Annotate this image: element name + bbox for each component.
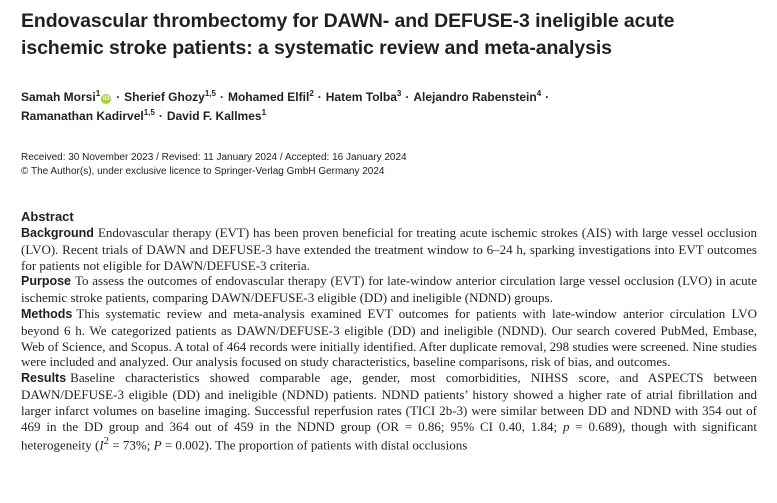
section-text: = 73%; xyxy=(109,437,154,453)
section-text: To assess the outcomes of endovascular therapy (EVT) for late-window anterior circulation large vessel occlusion (LVO) in acute ischemic stroke patients, comparing DAWN/DEFUSE-3 eligible (DD) and ineligible (NDND) groups. xyxy=(21,273,757,306)
author-separator: · xyxy=(545,90,550,104)
author-affiliation: 1,5 xyxy=(204,89,216,98)
author-affiliation: 1 xyxy=(261,108,267,117)
p-symbol: p xyxy=(562,418,570,434)
abstract-body xyxy=(21,225,757,453)
author-separator: · xyxy=(317,90,322,104)
author-name[interactable]: Sherief Ghozy xyxy=(124,90,205,104)
author-name[interactable]: Mohamed Elfil xyxy=(227,90,310,104)
superscript: 2 xyxy=(103,435,110,448)
abstract-methods xyxy=(21,306,757,370)
section-text: Baseline characteristics showed comparable age, gender, most comorbidities, NIHSS score, and ASPECTS between DAWN/DEFUSE-3 eligible (DD) and ineligible (NDND) patients. NDND patients’ history showed a higher rate of atrial fibrillation and larger infarct volumes on baseline imaging. Successful reperfusion rates (TICI 2b-3) were similar between DD and NDND with 354 out of 469 in the DD group and 364 out of 459 in the NDND group (OR = 0.86; 95% CI 0.40, 1.84; xyxy=(21,370,757,434)
publication-dates: Received: 30 November 2023 / Revised: 11 January 2024 / Accepted: 16 January 2024 xyxy=(21,152,407,163)
section-text: = 0.002). The proportion of patients with distal occlusions xyxy=(161,437,468,453)
section-label: Purpose xyxy=(21,274,72,289)
author-name[interactable]: Alejandro Rabenstein xyxy=(413,90,537,104)
i-squared-symbol: I xyxy=(99,437,104,453)
author-separator: · xyxy=(158,109,163,123)
abstract-heading: Abstract xyxy=(21,209,74,224)
p-symbol: P xyxy=(153,437,162,453)
publication-info xyxy=(21,151,761,179)
author-affiliation: 1 xyxy=(95,89,101,98)
section-label: Methods xyxy=(21,306,73,321)
abstract-background xyxy=(21,225,757,273)
article-title: Endovascular thrombectomy for DAWN- and DEFUSE-3 ineligible acute ischemic stroke patients: a systematic review and meta-analysis xyxy=(21,10,675,59)
author-name[interactable]: Samah Morsi xyxy=(21,90,96,104)
section-label: Results xyxy=(21,371,67,386)
author-list xyxy=(21,88,761,126)
author-name[interactable]: Ramanathan Kadirvel xyxy=(21,109,144,123)
author-name[interactable]: David F. Kallmes xyxy=(166,109,262,123)
author-separator: · xyxy=(405,90,410,104)
section-label: Background xyxy=(21,226,94,240)
copyright-notice: © The Author(s), under exclusive licence to Springer-Verlag GmbH Germany 2024 xyxy=(21,166,385,177)
abstract-results xyxy=(21,370,757,453)
author-affiliation: 3 xyxy=(396,89,402,98)
orcid-icon[interactable]: iD xyxy=(102,95,110,102)
abstract-purpose xyxy=(21,273,757,306)
author-separator: · xyxy=(219,90,224,104)
author-separator: · xyxy=(116,90,121,104)
section-text: Endovascular therapy (EVT) has been proven beneficial for treating acute ischemic strokes (AIS) with large vessel occlusion (LVO). Recent trials of DAWN and DEFUSE-3 have extended the treatment window to 6–24 h, sparking investigations into EVT outcomes for patients not eligible for DAWN/DEFUSE-3 criteria. xyxy=(21,225,757,273)
section-text: This systematic review and meta-analysis examined EVT outcomes for patients with late-window anterior circulation LVO beyond 6 h. We categorized patients as DAWN/DEFUSE-3 eligible (DD) and ineligible (NDND). Our search covered PubMed, Embase, Web of Science, and Scopus. A total of 464 records were initially identified. After duplicate removal, 298 studies were screened. Nine studies were included and analyzed. Our analysis focused on study characteristics, baseline comparisons, risk of bias, and outcomes. xyxy=(21,305,757,370)
author-affiliation: 2 xyxy=(309,89,314,98)
author-name[interactable]: Hatem Tolba xyxy=(325,90,397,104)
author-affiliation: 1,5 xyxy=(143,108,155,117)
author-affiliation: 4 xyxy=(536,89,542,98)
section-text: = 0.689), though with significant heterogeneity ( xyxy=(21,418,757,453)
